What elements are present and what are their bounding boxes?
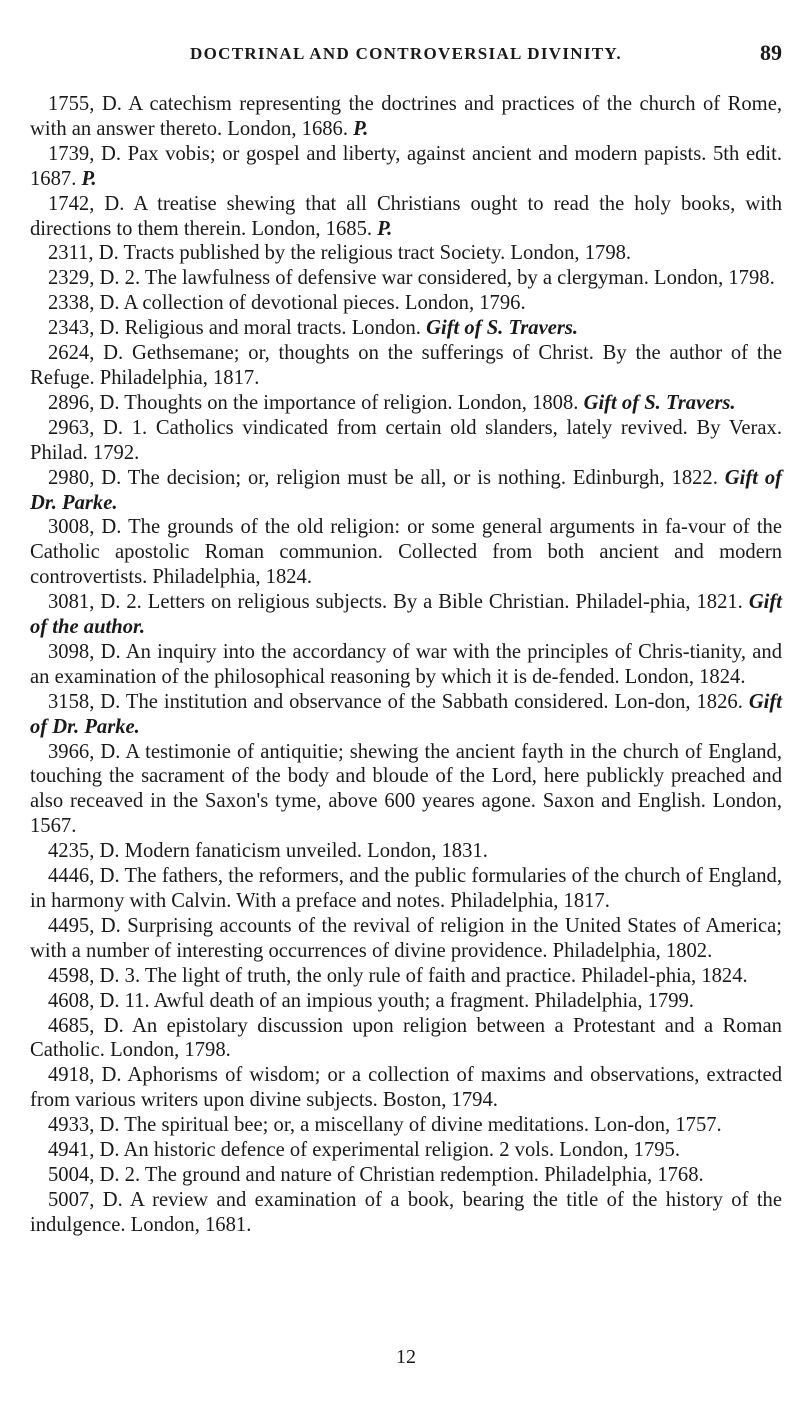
entry-text: An historic defence of experimental religion. 2 vols. London, 1795.: [119, 1139, 680, 1162]
catalog-entry: [30, 740, 782, 840]
catalog-entry: [30, 1188, 782, 1238]
entry-number: 1739, D.: [48, 142, 122, 165]
running-head: [30, 40, 782, 70]
entry-number: 2311, D.: [48, 242, 119, 265]
catalog-entry: [30, 416, 782, 466]
entry-text: Religious and moral tracts. London.: [119, 317, 427, 340]
entry-number: 2963, D. 1.: [48, 416, 148, 439]
entry-number: 2896, D.: [48, 391, 120, 414]
entry-text: The grounds of the old religion: or some general arguments in fa-vour of the Catholic apostolic Roman communion. Collected from both ancient and modern controvertists. Philadelphia, 1824.: [30, 516, 782, 589]
entry-text: The light of truth, the only rule of faith and practice. Philadel-phia, 1824.: [140, 964, 748, 987]
catalog-entry: [30, 266, 782, 291]
entry-text: An epistolary discussion upon religion between a Protestant and a Roman Catholic. London, 1798.: [30, 1014, 782, 1062]
entry-text: The ground and nature of Christian redemption. Philadelphia, 1768.: [140, 1163, 704, 1186]
catalog-entry: [30, 291, 782, 316]
entry-text: Letters on religious subjects. By a Bible Christian. Philadel-phia, 1821.: [141, 591, 749, 614]
catalog-entry: [30, 1063, 782, 1113]
entry-number: 4235, D.: [48, 840, 120, 863]
entry-number: 2980, D.: [48, 466, 122, 489]
entry-provenance: P.: [377, 217, 393, 240]
entry-provenance: P.: [353, 117, 369, 140]
catalog-entry: [30, 1138, 782, 1163]
page-number: 89: [760, 40, 782, 65]
entry-text: The decision; or, religion must be all, or is nothing. Edinburgh, 1822.: [121, 466, 725, 489]
entry-text: Aphorisms of wisdom; or a collection of maxims and observations, extracted from various writers upon divine subjects. Boston, 1794.: [30, 1064, 782, 1112]
entry-number: 4685, D.: [48, 1014, 124, 1037]
running-title: DOCTRINAL AND CONTROVERSIAL DIVINITY.: [190, 44, 622, 63]
catalog-entry: [30, 515, 782, 590]
catalog-entry: [30, 914, 782, 964]
catalog-entry: [30, 1113, 782, 1138]
entry-number: 2624, D.: [48, 342, 124, 365]
entry-provenance: Gift of the author.: [30, 591, 782, 639]
entry-text: Thoughts on the importance of religion. London, 1808.: [119, 391, 584, 414]
catalog-entry: [30, 316, 782, 341]
catalog-entry: [30, 1014, 782, 1064]
entry-number: 2329, D. 2.: [48, 267, 141, 290]
catalog-page: [30, 0, 782, 1408]
catalog-entry: [30, 391, 782, 416]
catalog-entry: [30, 590, 782, 640]
entry-text: A treatise shewing that all Christians ought to read the holy books, with directions to them therein. London, 1685.: [30, 192, 782, 240]
catalog-entry: [30, 640, 782, 690]
entry-number: 4941, D.: [48, 1139, 120, 1162]
entry-number: 4598, D. 3.: [48, 964, 141, 987]
entry-number: 4446, D.: [48, 865, 120, 888]
entry-text: Gethsemane; or, thoughts on the sufferings of Christ. By the author of the Refuge. Philadelphia, 1817.: [30, 342, 783, 389]
entry-text: Surprising accounts of the revival of religion in the United States of America; with a number of interesting occurrences of divine providence. Philadelphia, 1802.: [30, 914, 782, 962]
entry-number: 3966, D.: [48, 740, 121, 763]
catalog-entry: [30, 466, 782, 516]
entry-text: The spiritual bee; or, a miscellany of divine meditations. Lon-don, 1757.: [119, 1114, 722, 1137]
entry-text: A review and examination of a book, bearing the title of the history of the indulgence. London, 1681.: [30, 1188, 782, 1236]
entry-provenance: P.: [81, 167, 97, 190]
entry-list: [30, 92, 782, 1238]
catalog-entry: [30, 241, 782, 266]
entry-number: 3158, D.: [48, 690, 121, 713]
entry-text: The institution and observance of the Sabbath considered. Lon-don, 1826.: [120, 690, 749, 713]
catalog-entry: [30, 92, 782, 142]
entry-number: 4608, D. 11.: [48, 989, 150, 1012]
entry-provenance: Gift of Dr. Parke.: [30, 690, 782, 738]
entry-text: The lawfulness of defensive war considered, by a clergyman. London, 1798.: [140, 267, 775, 290]
catalog-entry: [30, 341, 782, 391]
entry-number: 5007, D.: [48, 1188, 123, 1211]
entry-number: 4918, D.: [48, 1064, 122, 1087]
entry-number: 1755, D.: [48, 93, 122, 115]
entry-number: 3098, D.: [48, 640, 121, 663]
signature-mark: 12: [396, 1346, 416, 1368]
entry-number: 2338, D.: [48, 292, 120, 315]
entry-text: Tracts published by the religious tract Society. London, 1798.: [118, 242, 632, 265]
entry-number: 4495, D.: [48, 914, 121, 937]
catalog-entry: [30, 1163, 782, 1188]
catalog-entry: [30, 690, 782, 740]
entry-number: 5004, D. 2.: [48, 1163, 141, 1186]
entry-number: 3081, D. 2.: [48, 591, 142, 614]
entry-provenance: Gift of S. Travers.: [583, 391, 736, 414]
catalog-entry: [30, 142, 782, 192]
entry-provenance: Gift of S. Travers.: [426, 317, 579, 340]
entry-number: 2343, D.: [48, 317, 120, 340]
entry-text: Catholics vindicated from certain old slanders, lately revived. By Verax. Philad. 1792.: [30, 416, 782, 464]
entry-text: The fathers, the reformers, and the public formularies of the church of England, in harmony with Calvin. With a preface and notes. Philadelphia, 1817.: [30, 865, 782, 912]
entry-number: 3008, D.: [48, 516, 122, 539]
entry-text: A catechism representing the doctrines and practices of the church of Rome, with an answer thereto. London, 1686.: [30, 93, 782, 140]
entry-text: Pax vobis; or gospel and liberty, against ancient and modern papists. 5th edit. 1687.: [30, 142, 782, 190]
catalog-entry: [30, 839, 782, 864]
catalog-entry: [30, 989, 782, 1014]
entry-text: A testimonie of antiquitie; shewing the ancient fayth in the church of England, touching the sacrament of the body and bloude of the Lord, here publickly preached and also receaved in the Saxon's tyme, above 600 yeares agone. Saxon and English. London, 1567.: [30, 740, 782, 838]
entry-text: A collection of devotional pieces. London, 1796.: [119, 292, 526, 315]
catalog-entry: [30, 964, 782, 989]
catalog-entry: [30, 192, 782, 242]
entry-number: 4933, D.: [48, 1114, 120, 1137]
entry-text: Awful death of an impious youth; a fragment. Philadelphia, 1799.: [149, 989, 694, 1012]
entry-text: An inquiry into the accordancy of war with the principles of Chris-tianity, and an examination of the philosophical reasoning by which it is de-fended. London, 1824.: [30, 640, 782, 688]
entry-text: Modern fanaticism unveiled. London, 1831.: [119, 840, 488, 863]
catalog-entry: [30, 864, 782, 914]
entry-provenance: Gift of Dr. Parke.: [30, 466, 782, 514]
entry-number: 1742, D.: [48, 192, 125, 215]
